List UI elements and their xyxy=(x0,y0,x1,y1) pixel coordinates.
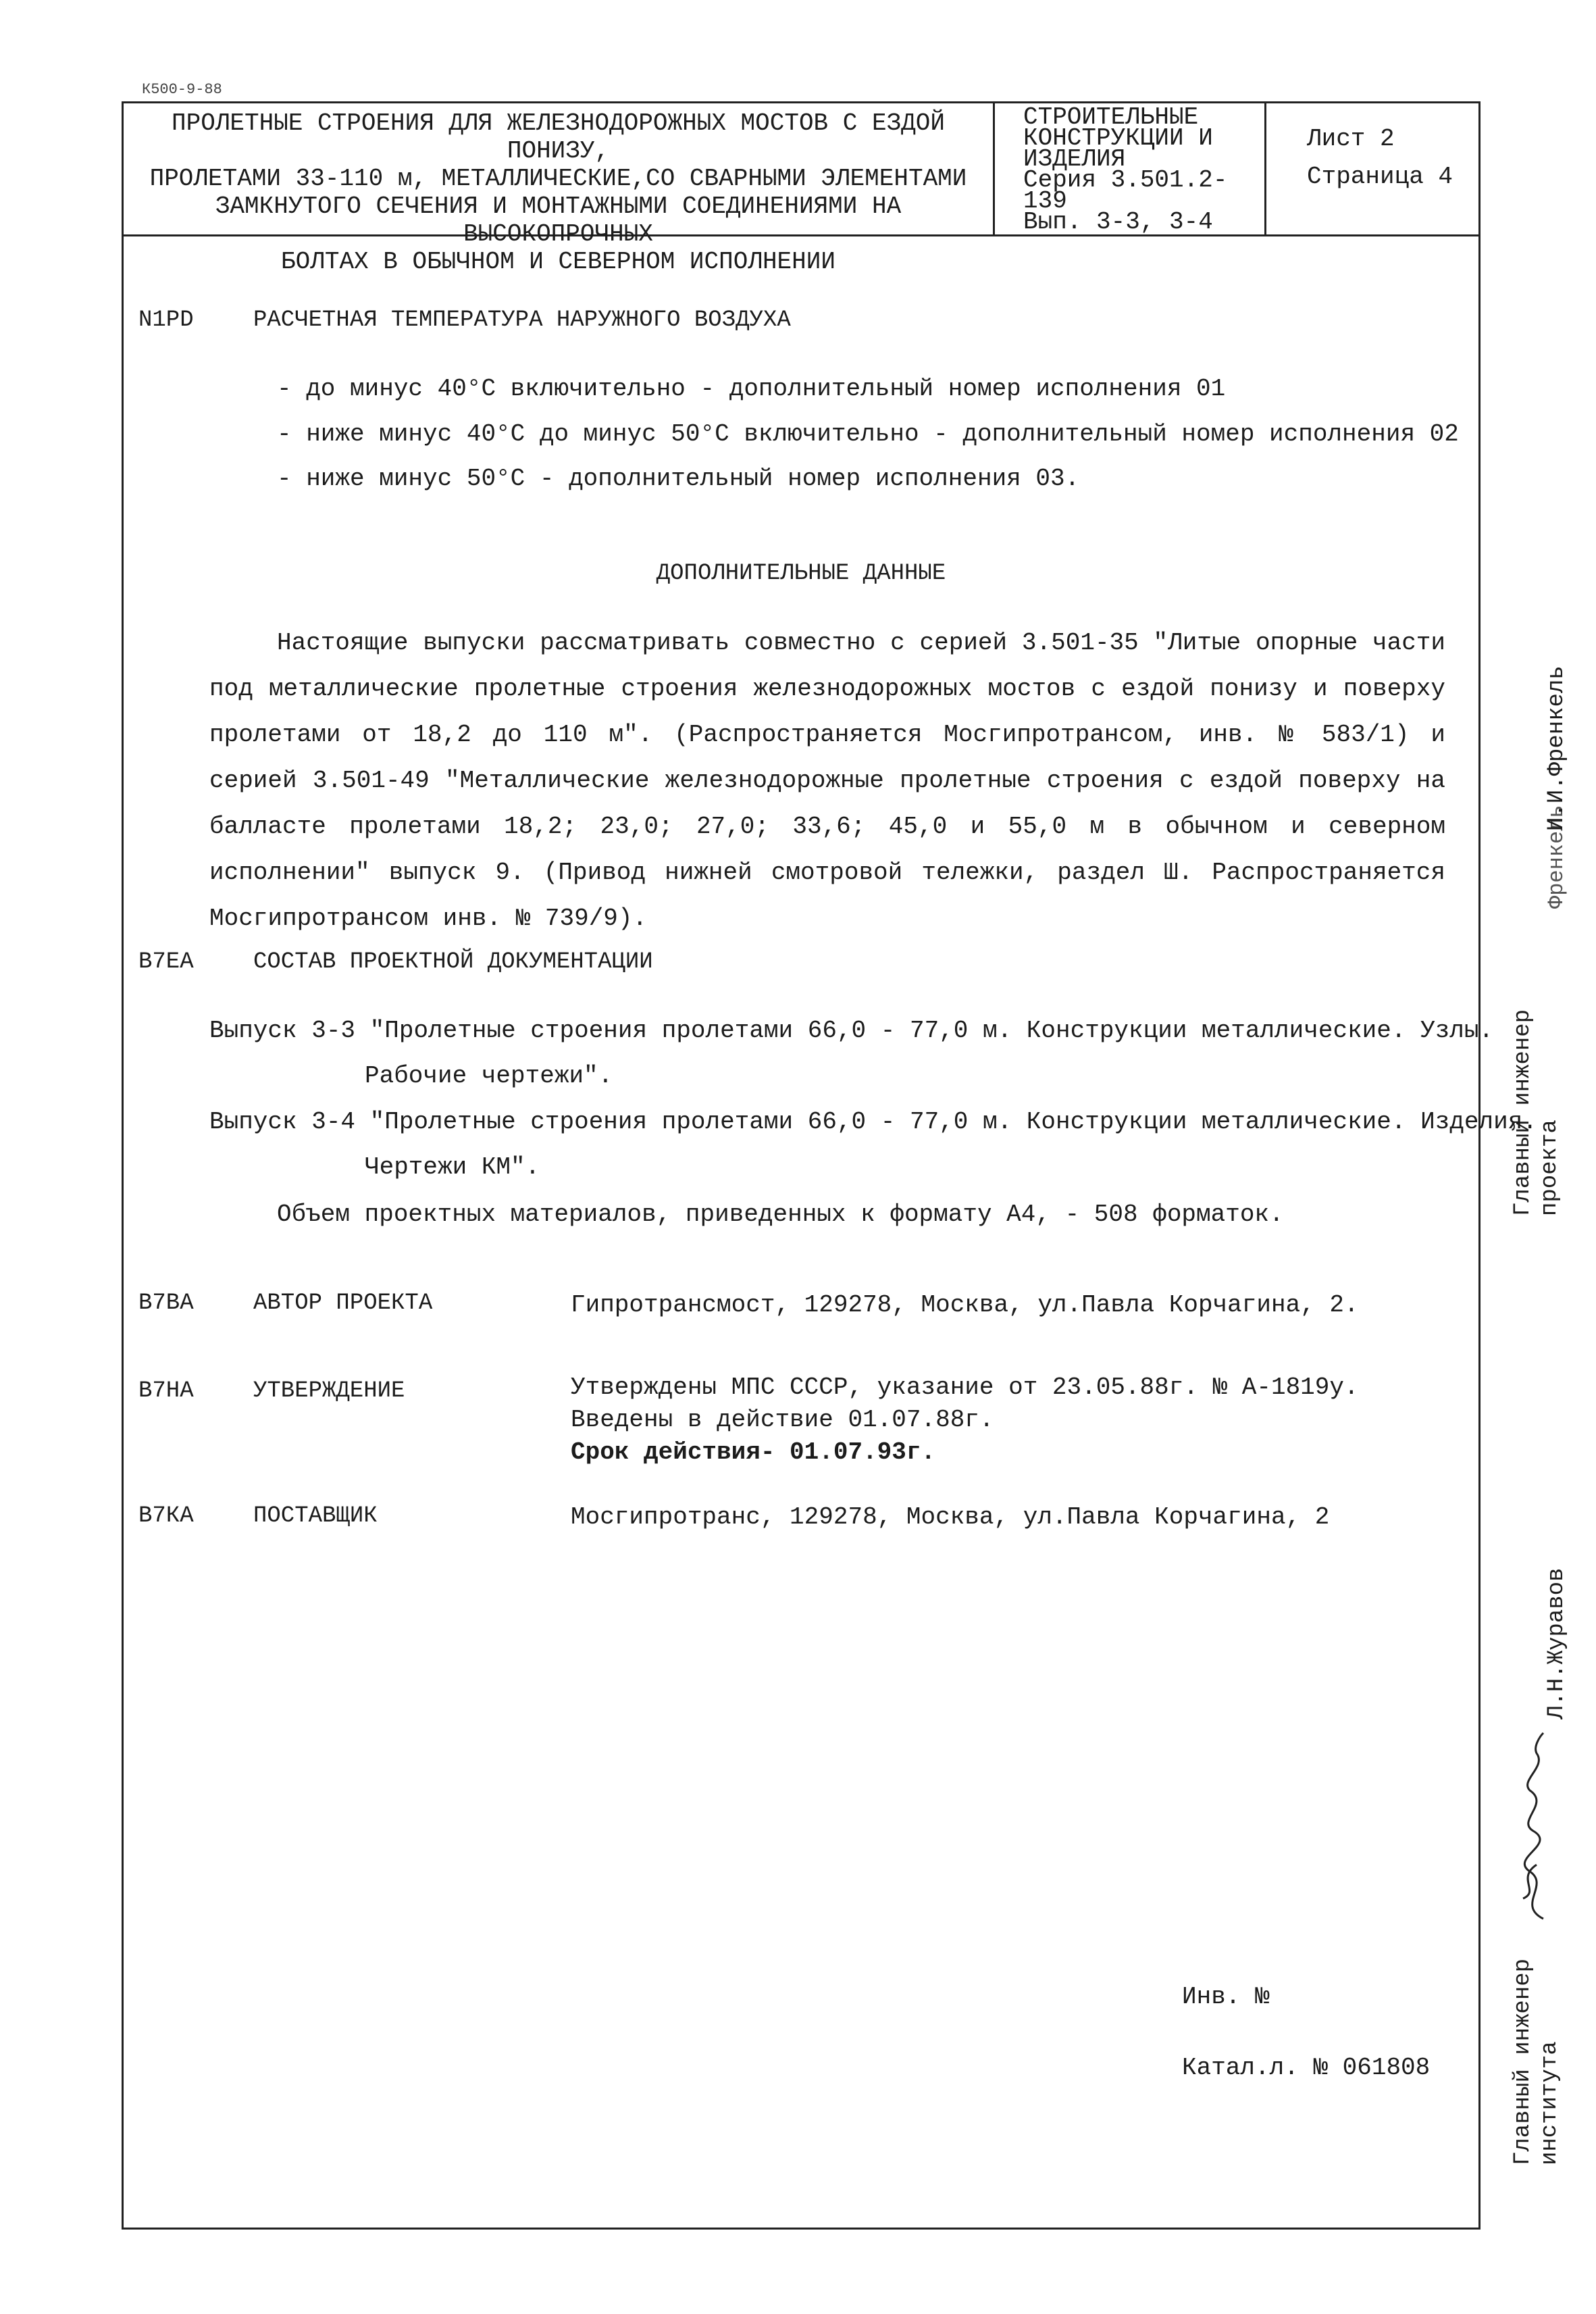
series-line: КОНСТРУКЦИИ И xyxy=(1023,124,1213,152)
author-value: Гипротрансмост, 129278, Москва, ул.Павла Корчагина, 2. xyxy=(571,1291,1359,1319)
stamp-signature-1: Френкель xyxy=(1544,805,1569,909)
temperature-item-1: - до минус 40°С включительно - дополнительный номер исполнения 01 xyxy=(277,375,1226,403)
side-stamp-chief-engineer-institute xyxy=(1510,1959,1564,2165)
approval-line-2: Введены в действие 01.07.88г. xyxy=(571,1406,994,1434)
section-code-approval: В7НА xyxy=(138,1378,194,1404)
section-code-author: В7ВА xyxy=(138,1290,194,1316)
approval-block xyxy=(571,1372,1359,1469)
issue-3-4-line2: Чертежи КМ". xyxy=(365,1153,540,1181)
volume-line: Объем проектных материалов, приведенных к формату А4, - 508 форматок. xyxy=(277,1201,1284,1228)
section-code-composition: В7ЕА xyxy=(138,949,194,975)
temperature-item-3: - ниже минус 50°С - дополнительный номер исполнения 03. xyxy=(277,465,1080,493)
title-line: ПРОЛЕТНЫЕ СТРОЕНИЯ ДЛЯ ЖЕЛЕЗНОДОРОЖНЫХ МОСТОВ С ЕЗДОЙ ПОНИЗУ, xyxy=(172,109,945,165)
stamp-role-line2: проекта xyxy=(1537,1120,1563,1216)
additional-text: Настоящие выпуски рассматривать совместно с серией 3.501-35 "Литые опорные части под металлические пролетные строения железнодорожных мостов с ездой понизу и поверху пролетами от 18,2 до 110 м". (Распространяется Мосгипротрансом, инв. № 583/1) и серией 3.501-49 "Металлические железнодорожные пролетные строения с ездой поверху на балласте пролетами 18,2; 23,0; 27,0; 33,6; 45,0 и 55,0 м в обычном и северном исполнении" выпуск 9. (Привод нижней смотровой тележки, раздел Ш. Распространяется Мосгипротрансом инв. № 739/9). xyxy=(209,629,1445,932)
approval-line-3: Срок действия- 01.07.93г. xyxy=(571,1438,936,1466)
approval-line-1: Утверждены МПС СССР, указание от 23.05.88г. № А-1819у. xyxy=(571,1374,1359,1401)
section-code-supplier: В7КА xyxy=(138,1503,194,1529)
series-line: Серия 3.501.2-139 xyxy=(1023,166,1228,215)
supplier-value: Мосгипротранс, 129278, Москва, ул.Павла Корчагина, 2 xyxy=(571,1503,1330,1531)
section-label-author: АВТОР ПРОЕКТА xyxy=(253,1290,433,1316)
stamp-role-line1: Главный инженер xyxy=(1510,1958,1536,2165)
section-title-composition: СОСТАВ ПРОЕКТНОЙ ДОКУМЕНТАЦИИ xyxy=(253,949,653,975)
section-title-additional: ДОПОЛНИТЕЛЬНЫЕ ДАННЫЕ xyxy=(656,561,946,586)
page-number: Страница 4 xyxy=(1307,163,1453,191)
signature-icon xyxy=(1503,1730,1564,1926)
side-stamp-chief-engineer-project xyxy=(1510,1009,1564,1216)
series-line: СТРОИТЕЛЬНЫЕ xyxy=(1023,103,1199,131)
stamp-role-line2: института xyxy=(1537,2041,1563,2165)
title-line: БОЛТАХ В ОБЫЧНОМ И СЕВЕРНОМ ИСПОЛНЕНИИ xyxy=(281,248,835,276)
issue-3-4-line1: Выпуск 3-4 "Пролетные строения пролетами 66,0 - 77,0 м. Конструкции металлические. Изделия. xyxy=(209,1108,1537,1136)
series-line: ИЗДЕЛИЯ xyxy=(1023,145,1126,173)
section-code-temperature: N1РD xyxy=(138,307,194,333)
section-label-supplier: ПОСТАВЩИК xyxy=(253,1503,378,1529)
catalog-number: Катал.л. № 061808 xyxy=(1182,2054,1431,2082)
series-line: Вып. 3-3, 3-4 xyxy=(1023,208,1213,236)
stamp-name-2: Л.Н.Журавов xyxy=(1544,1567,1570,1719)
issue-3-3-line1: Выпуск 3-3 "Пролетные строения пролетами 66,0 - 77,0 м. Конструкции металлические. Узлы. xyxy=(209,1017,1494,1045)
title-line: ПРОЛЕТАМИ 33-110 м, МЕТАЛЛИЧЕСКИЕ,СО СВАРНЫМИ ЭЛЕМЕНТАМИ xyxy=(149,165,967,193)
document-code: К500-9-88 xyxy=(142,81,222,98)
inventory-number: Инв. № xyxy=(1182,1983,1270,2011)
section-title-temperature: РАСЧЕТНАЯ ТЕМПЕРАТУРА НАРУЖНОГО ВОЗДУХА xyxy=(253,307,791,333)
title-line: ЗАМКНУТОГО СЕЧЕНИЯ И МОНТАЖНЫМИ СОЕДИНЕНИЯМИ НА ВЫСОКОПРОЧНЫХ xyxy=(215,193,902,248)
temperature-item-2: - ниже минус 40°С до минус 50°С включительно - дополнительный номер исполнения 02 xyxy=(277,420,1459,448)
stamp-role-line1: Главный инженер xyxy=(1510,1009,1536,1216)
sheet-cell xyxy=(1266,101,1478,234)
series-cell xyxy=(995,101,1266,234)
stamp-name-1: И.И.Френкель xyxy=(1544,665,1570,831)
additional-paragraph xyxy=(209,620,1445,942)
section-label-approval: УТВЕРЖДЕНИЕ xyxy=(253,1378,405,1404)
document-title xyxy=(124,101,995,276)
sheet-number: Лист 2 xyxy=(1307,125,1395,153)
issue-3-3-line2: Рабочие чертежи". xyxy=(365,1062,613,1090)
